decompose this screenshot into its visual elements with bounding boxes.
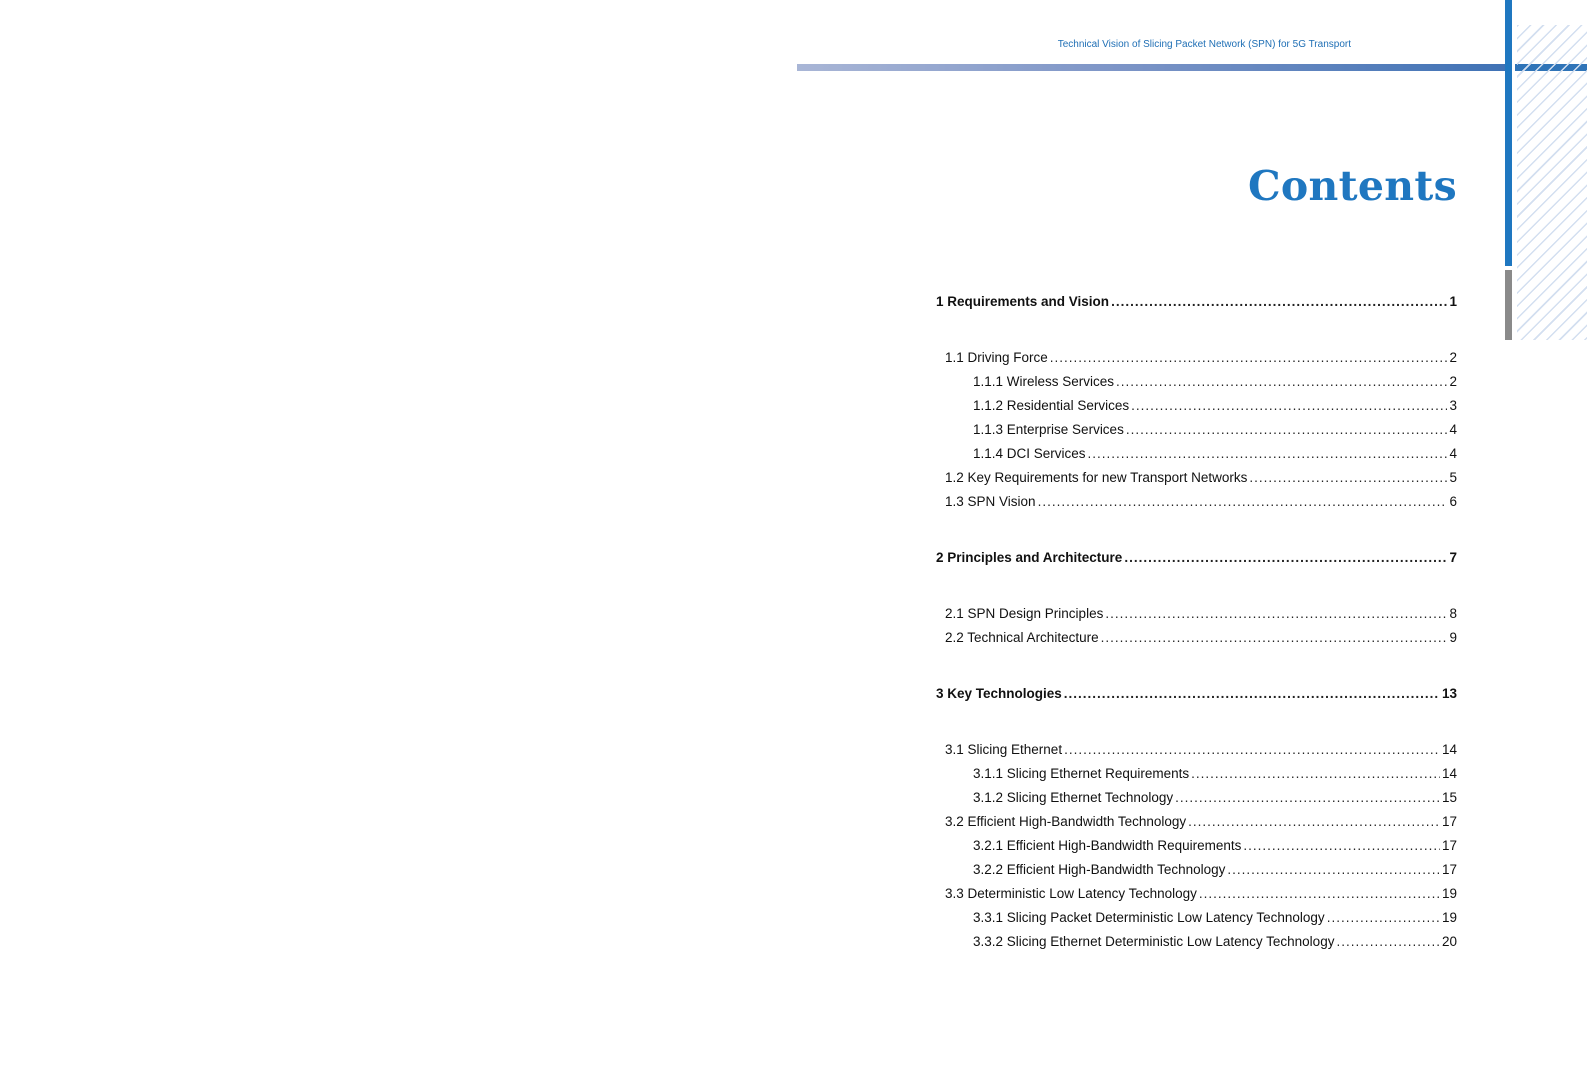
toc-entry-label: 3.3 Deterministic Low Latency Technology xyxy=(945,886,1197,901)
toc-entry-label: 2 Principles and Architecture xyxy=(936,550,1123,565)
toc-entry-page: 5 xyxy=(1449,470,1457,485)
toc-entry-label: 3.2.2 Efficient High-Bandwidth Technology xyxy=(973,862,1226,877)
toc-entry-label: 2.2 Technical Architecture xyxy=(945,630,1099,645)
toc-entry-label: 3.2 Efficient High-Bandwidth Technology xyxy=(945,814,1187,829)
toc-entry[interactable] xyxy=(973,420,1457,440)
toc-entry-page: 8 xyxy=(1449,606,1457,621)
toc-leader xyxy=(1101,628,1448,648)
toc-entry[interactable] xyxy=(945,348,1457,368)
toc-entry[interactable] xyxy=(973,932,1457,952)
toc-leader xyxy=(1064,740,1440,760)
toc-entry-label: 1.1.4 DCI Services xyxy=(973,446,1086,461)
toc-entry-page: 19 xyxy=(1441,910,1457,925)
toc-entry[interactable] xyxy=(945,884,1457,904)
toc-leader xyxy=(1175,788,1440,808)
toc-leader xyxy=(1249,468,1447,488)
toc-leader xyxy=(1105,604,1447,624)
toc-leader xyxy=(1191,764,1440,784)
toc-leader xyxy=(1116,372,1447,392)
toc-entry[interactable] xyxy=(973,444,1457,464)
toc-entry[interactable] xyxy=(973,372,1457,392)
toc-entry-page: 3 xyxy=(1449,398,1457,413)
toc-entry-page: 13 xyxy=(1441,686,1457,701)
toc-leader xyxy=(1227,860,1440,880)
toc-entry-page: 17 xyxy=(1441,838,1457,853)
toc-entry-label: 1.1.1 Wireless Services xyxy=(973,374,1115,389)
toc-entry-page: 14 xyxy=(1441,766,1457,781)
toc-entry-page: 9 xyxy=(1449,630,1457,645)
toc-leader xyxy=(1126,420,1448,440)
toc-entry-page: 20 xyxy=(1441,934,1457,949)
toc-entry-label: 1.1 Driving Force xyxy=(945,350,1048,365)
toc-leader xyxy=(1327,908,1440,928)
toc-entry-page: 17 xyxy=(1441,862,1457,877)
toc-leader xyxy=(1243,836,1440,856)
toc-entry-label: 1.1.2 Residential Services xyxy=(973,398,1130,413)
toc-leader xyxy=(1038,492,1448,512)
toc-entry-label: 3 Key Technologies xyxy=(936,686,1062,701)
toc-leader xyxy=(1088,444,1448,464)
toc-leader xyxy=(1188,812,1440,832)
toc-entry-page: 2 xyxy=(1449,350,1457,365)
header-title: Technical Vision of Slicing Packet Network (SPN) for 5G Transport xyxy=(1057,39,1351,50)
toc-leader xyxy=(1199,884,1440,904)
toc-entry[interactable] xyxy=(945,628,1457,648)
toc-entry-page: 14 xyxy=(1441,742,1457,757)
toc-entry[interactable] xyxy=(945,740,1457,760)
toc-entry-label: 1.2 Key Requirements for new Transport Networks xyxy=(945,470,1248,485)
toc-entry[interactable] xyxy=(973,908,1457,928)
toc-entry-page: 15 xyxy=(1441,790,1457,805)
toc-entry[interactable] xyxy=(973,788,1457,808)
toc-entry-label: 3.3.1 Slicing Packet Deterministic Low Latency Technology xyxy=(973,910,1325,925)
toc-entry-label: 3.1.1 Slicing Ethernet Requirements xyxy=(973,766,1190,781)
toc-entry-page: 17 xyxy=(1441,814,1457,829)
toc-leader xyxy=(1111,292,1447,312)
toc-entry-page: 7 xyxy=(1449,550,1457,565)
toc-entry-label: 3.1.2 Slicing Ethernet Technology xyxy=(973,790,1174,805)
toc-entry[interactable] xyxy=(945,604,1457,624)
toc-entry[interactable] xyxy=(936,684,1457,704)
toc-leader xyxy=(1336,932,1440,952)
toc-entry[interactable] xyxy=(936,292,1457,312)
toc-entry-page: 6 xyxy=(1449,494,1457,509)
toc-entry-label: 3.3.2 Slicing Ethernet Deterministic Low Latency Technology xyxy=(973,934,1335,949)
toc-entry-label: 1 Requirements and Vision xyxy=(936,294,1110,309)
toc-entry[interactable] xyxy=(936,548,1457,568)
toc-entry-label: 1.3 SPN Vision xyxy=(945,494,1036,509)
toc-leader xyxy=(1050,348,1448,368)
toc-entry-page: 4 xyxy=(1449,422,1457,437)
toc-entry[interactable] xyxy=(945,812,1457,832)
toc-entry-page: 19 xyxy=(1441,886,1457,901)
toc-entry[interactable] xyxy=(945,468,1457,488)
page-title: Contents xyxy=(1247,162,1457,210)
toc-entry-page: 2 xyxy=(1449,374,1457,389)
toc-entry[interactable] xyxy=(945,492,1457,512)
toc-entry-page: 4 xyxy=(1449,446,1457,461)
toc-entry-label: 3.2.1 Efficient High-Bandwidth Requirements xyxy=(973,838,1242,853)
toc-entry[interactable] xyxy=(973,764,1457,784)
toc-entry[interactable] xyxy=(973,860,1457,880)
toc-entry-label: 1.1.3 Enterprise Services xyxy=(973,422,1124,437)
toc-leader xyxy=(1064,684,1440,704)
toc-entry-label: 3.1 Slicing Ethernet xyxy=(945,742,1063,757)
toc-leader xyxy=(1131,396,1447,416)
toc-entry[interactable] xyxy=(973,396,1457,416)
toc-leader xyxy=(1124,548,1447,568)
toc-entry-page: 1 xyxy=(1449,294,1457,309)
toc-entry[interactable] xyxy=(973,836,1457,856)
toc-entry-label: 2.1 SPN Design Principles xyxy=(945,606,1104,621)
